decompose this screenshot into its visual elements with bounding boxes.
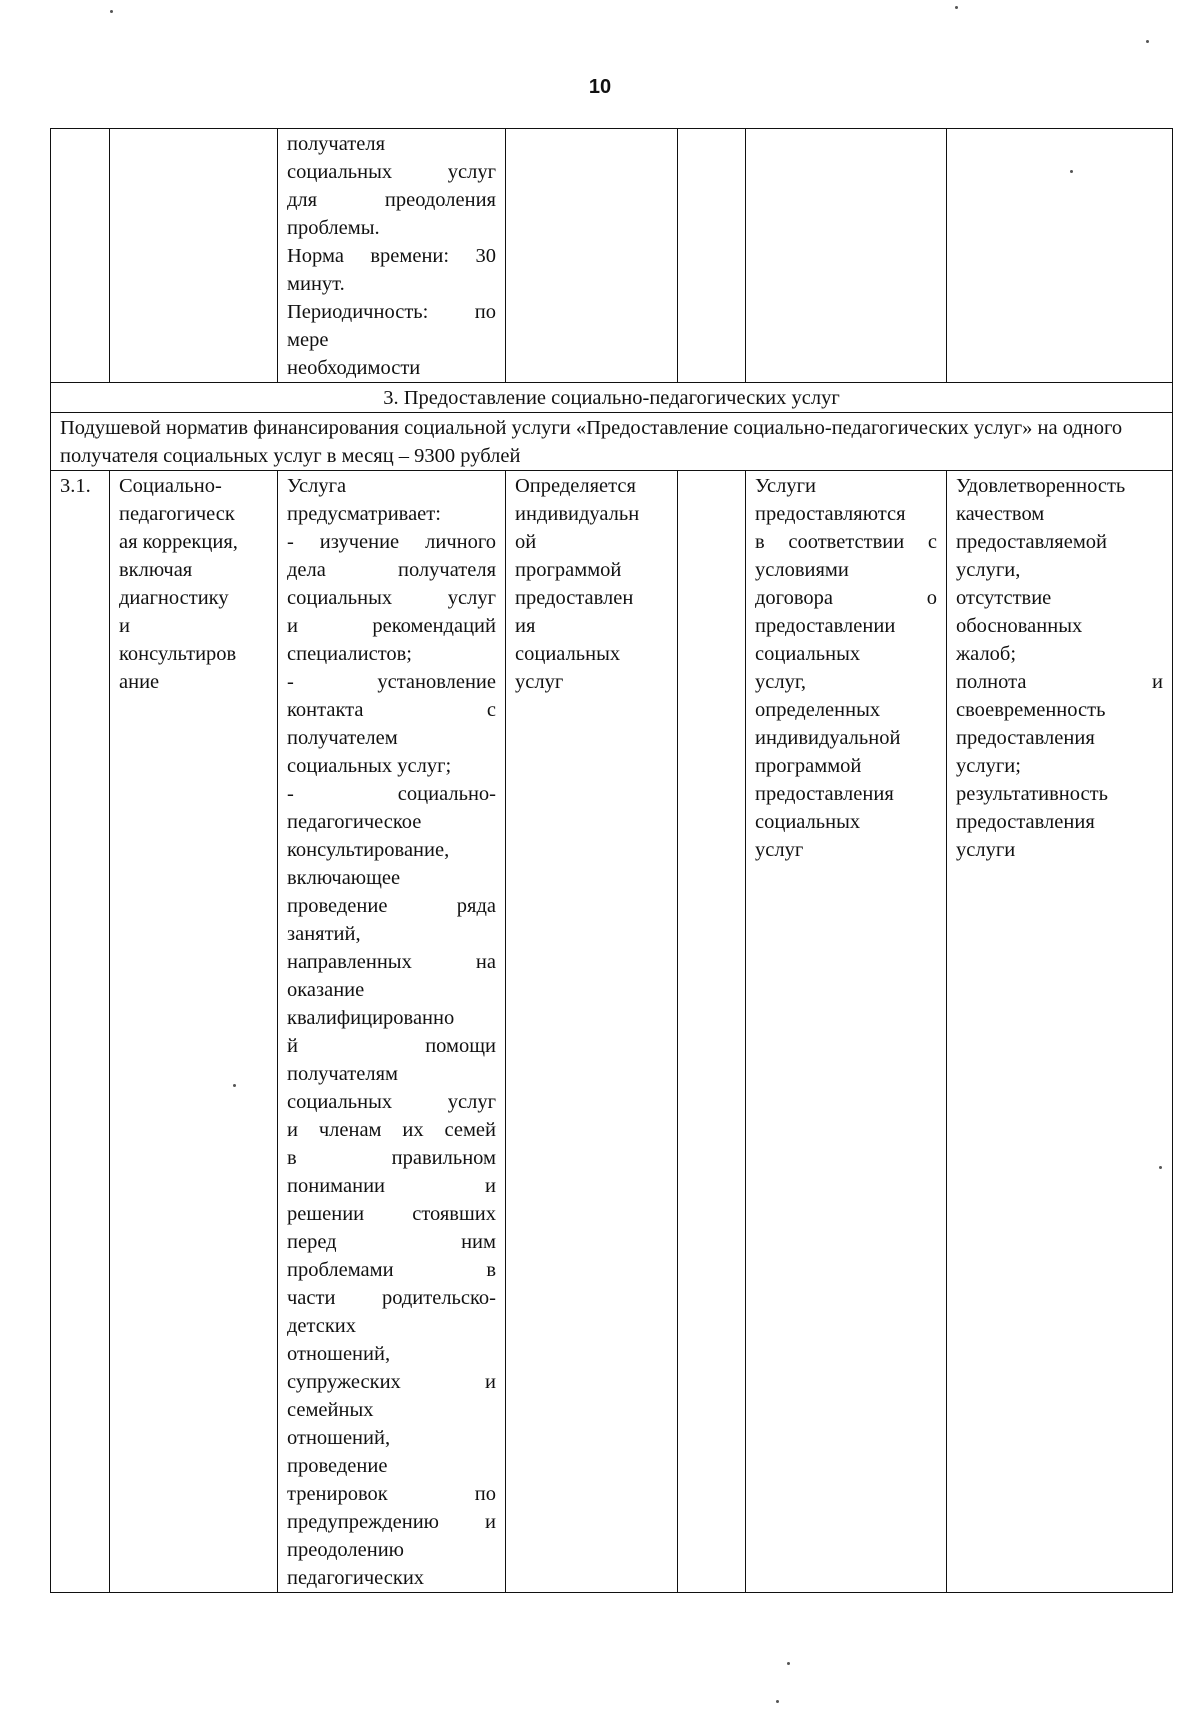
text-line: в соответствии с: [755, 531, 937, 553]
text-line: перед ним: [287, 1231, 496, 1253]
text-line: Удовлетворенность: [956, 475, 1126, 497]
text-line: контакта с: [287, 699, 496, 721]
text-line: определенных: [755, 699, 881, 721]
text-line: социальных услуг: [287, 1091, 496, 1113]
text-line: предупреждению и: [287, 1511, 496, 1533]
text-line: услуг: [755, 839, 804, 861]
text-line: проблемами в: [287, 1259, 496, 1281]
text-line: семейных: [287, 1399, 374, 1421]
service-timing-cell: [746, 471, 947, 1593]
text-line: педагогическое: [287, 811, 422, 833]
service-description-cell: [278, 471, 506, 1593]
text-line: решении стоявших: [287, 1203, 496, 1225]
text-line: понимании и: [287, 1175, 496, 1197]
text-line: отсутствие: [956, 587, 1052, 609]
financing-norm-text: Подушевой норматив финансирования социальной услуги «Предоставление социально-педагогических услуг» на одного получателя социальных услуг в месяц – 9300 рублей: [51, 413, 1173, 471]
continuation-row: [51, 129, 1173, 383]
text-line: предусматривает:: [287, 503, 441, 525]
text-line: - социально-: [287, 783, 496, 805]
text-line: жалоб;: [956, 643, 1017, 665]
financing-norm-row: [51, 413, 1173, 471]
text-line: программой: [755, 755, 862, 777]
text-line: индивидуальной: [755, 727, 901, 749]
text-line: обоснованных: [956, 615, 1083, 637]
service-number: 3.1.: [51, 471, 110, 1593]
text-line: предоставляются: [755, 503, 906, 525]
page-number: 10: [588, 76, 612, 98]
scan-speck: [1146, 40, 1149, 43]
service-quality-cell: [947, 471, 1173, 1593]
text-line: социальных: [755, 643, 861, 665]
text-line: оказание: [287, 979, 365, 1001]
text-line: детских: [287, 1315, 357, 1337]
continuation-description-cell: [278, 129, 506, 383]
text-line: услуги: [956, 839, 1016, 861]
service-name-cell: [110, 471, 278, 1593]
text-line: своевременность: [956, 699, 1106, 721]
text-line: получателям: [287, 1063, 398, 1085]
text-line: услуг,: [755, 671, 807, 693]
text-line: для преодоления: [287, 189, 496, 211]
scan-speck: [233, 1084, 236, 1087]
services-table: [50, 128, 1173, 1593]
text-line: Определяется: [515, 475, 636, 497]
text-line: Периодичность: по: [287, 301, 496, 323]
text-line: социальных: [755, 811, 861, 833]
continuation-description: [287, 130, 496, 382]
text-line: ание: [119, 671, 160, 693]
text-line: включающее: [287, 867, 401, 889]
text-line: - установление: [287, 671, 496, 693]
scan-speck: [1159, 1166, 1162, 1169]
text-line: консультиров: [119, 643, 237, 665]
text-line: социальных услуг;: [287, 755, 452, 777]
text-line: занятий,: [287, 923, 361, 945]
text-line: проблемы.: [287, 217, 380, 239]
service-volume: [515, 472, 668, 696]
scan-speck: [1070, 170, 1073, 173]
text-line: социальных услуг: [287, 161, 496, 183]
text-line: Социально-: [119, 475, 222, 497]
text-line: ая коррекция,: [119, 531, 238, 553]
text-line: ия: [515, 615, 536, 637]
text-line: условиями: [755, 559, 849, 581]
text-line: услуги;: [956, 755, 1021, 777]
text-line: социальных услуг: [287, 587, 496, 609]
text-line: диагностику: [119, 587, 229, 609]
text-line: в правильном: [287, 1147, 496, 1169]
text-line: предоставляемой: [956, 531, 1108, 553]
text-line: Норма времени: 30: [287, 245, 496, 267]
text-line: части родительско-: [287, 1287, 496, 1309]
service-timing: [755, 472, 937, 864]
text-line: проведение: [287, 1455, 388, 1477]
scan-speck: [955, 6, 958, 9]
text-line: получателем: [287, 727, 398, 749]
text-line: - изучение личного: [287, 531, 496, 553]
text-line: й помощи: [287, 1035, 496, 1057]
text-line: проведение ряда: [287, 895, 496, 917]
text-line: предоставления: [755, 783, 894, 805]
text-line: получателя: [287, 133, 386, 155]
section-title: 3. Предоставление социально-педагогических услуг: [51, 383, 1173, 413]
text-line: дела получателя: [287, 559, 496, 581]
continuation-number-cell: [51, 129, 110, 383]
continuation-quality-cell: [947, 129, 1173, 383]
text-line: и членам их семей: [287, 1119, 496, 1141]
text-line: супружеских и: [287, 1371, 496, 1393]
text-line: минут.: [287, 273, 345, 295]
text-line: услуги,: [956, 559, 1021, 581]
service-description: [287, 472, 496, 1592]
text-line: включая: [119, 559, 193, 581]
text-line: отношений,: [287, 1427, 391, 1449]
text-line: ой: [515, 531, 537, 553]
service-volume-cell: [506, 471, 678, 1593]
text-line: педагогических: [287, 1567, 425, 1589]
continuation-volume-cell: [506, 129, 678, 383]
continuation-name-cell: [110, 129, 278, 383]
text-line: консультирование,: [287, 839, 450, 861]
text-line: предоставлении: [755, 615, 896, 637]
service-row-3-1: [51, 471, 1173, 1593]
text-line: договора о: [755, 587, 937, 609]
text-line: социальных: [515, 643, 621, 665]
service-rate-cell: [678, 471, 746, 1593]
text-line: необходимости: [287, 357, 421, 379]
text-line: отношений,: [287, 1343, 391, 1365]
continuation-timing-cell: [746, 129, 947, 383]
text-line: услуг: [515, 671, 564, 693]
text-line: направленных на: [287, 951, 496, 973]
scan-speck: [776, 1700, 779, 1703]
text-line: результативность: [956, 783, 1108, 805]
text-line: квалифицированно: [287, 1007, 455, 1029]
service-name: [119, 472, 268, 696]
text-line: полнота и: [956, 671, 1163, 693]
scan-speck: [787, 1662, 790, 1665]
text-line: преодолению: [287, 1539, 404, 1561]
text-line: индивидуальн: [515, 503, 640, 525]
continuation-rate-cell: [678, 129, 746, 383]
text-line: Услуга: [287, 475, 347, 497]
text-line: качеством: [956, 503, 1045, 525]
scan-speck: [110, 10, 113, 13]
text-line: Услуги: [755, 475, 817, 497]
text-line: предоставлен: [515, 587, 634, 609]
service-quality: [956, 472, 1163, 864]
section-title-row: [51, 383, 1173, 413]
text-line: и: [119, 615, 130, 637]
text-line: специалистов;: [287, 643, 413, 665]
text-line: предоставления: [956, 811, 1095, 833]
text-line: и рекомендаций: [287, 615, 496, 637]
text-line: мере: [287, 329, 329, 351]
text-line: тренировок по: [287, 1483, 496, 1505]
text-line: предоставления: [956, 727, 1095, 749]
text-line: программой: [515, 559, 622, 581]
text-line: педагогическ: [119, 503, 235, 525]
